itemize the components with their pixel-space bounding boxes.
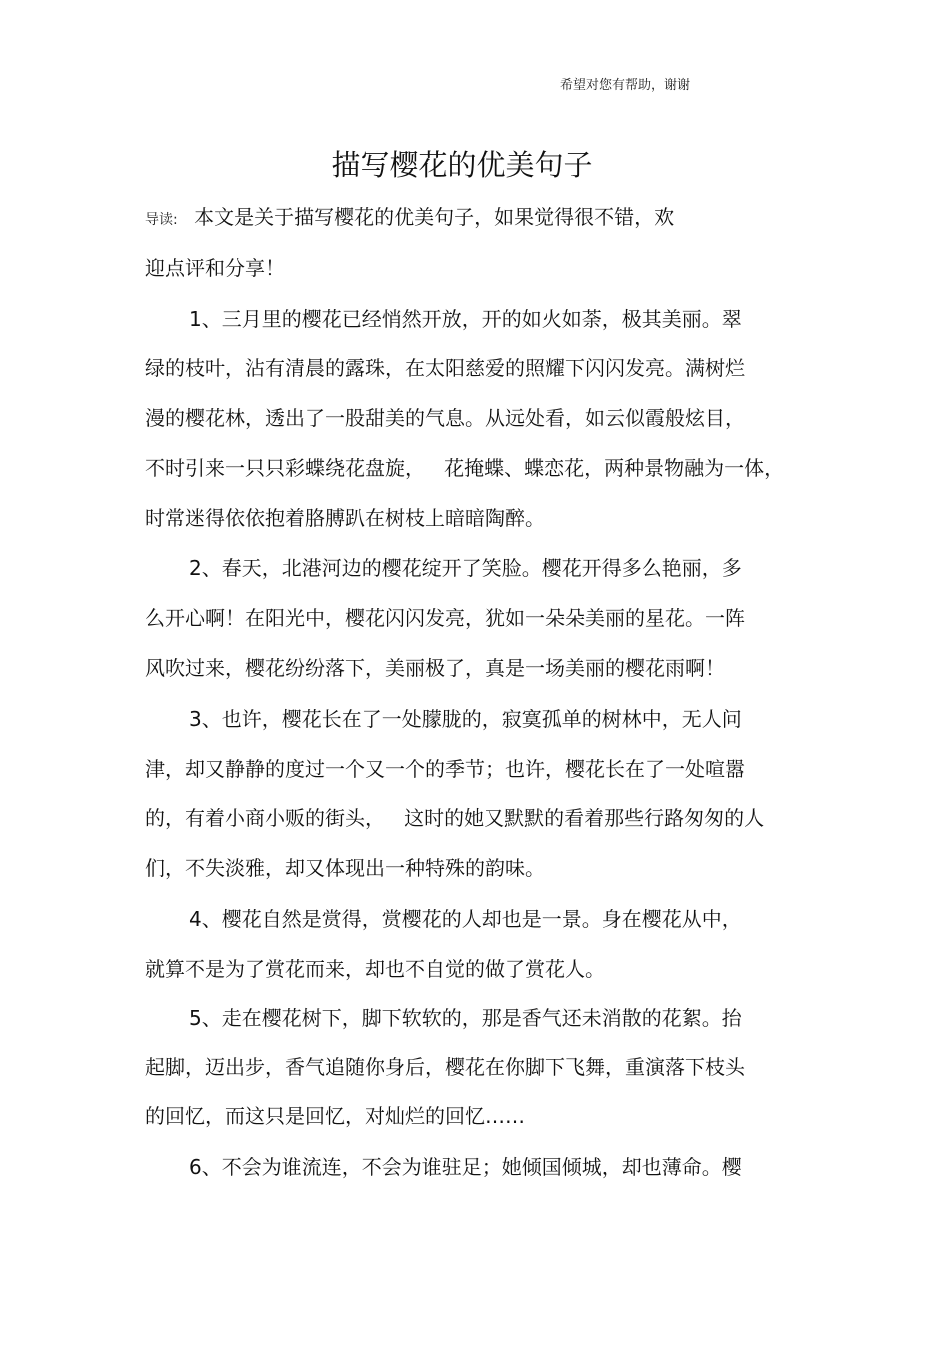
paragraph-line: 1、三月里的樱花已经悄然开放，开的如火如荼，极其美丽。翠 bbox=[189, 307, 742, 331]
paragraph-line: 起脚，迈出步，香气追随你身后，樱花在你脚下飞舞，重演落下枝头 bbox=[145, 1055, 745, 1079]
paragraph-line: 风吹过来，樱花纷纷落下，美丽极了，真是一场美丽的樱花雨啊！ bbox=[145, 656, 725, 680]
intro-label: 导读: bbox=[145, 212, 178, 228]
paragraph-line: 6、不会为谁流连，不会为谁驻足；她倾国倾城，却也薄命。樱 bbox=[189, 1155, 742, 1179]
paragraph-line: 2、春天，北港河边的樱花绽开了笑脸。樱花开得多么艳丽，多 bbox=[189, 556, 742, 580]
paragraph-line: 不时引来一只只彩蝶绕花盘旋， 花掩蝶、蝶恋花，两种景物融为一体， bbox=[145, 456, 785, 480]
intro-line-2: 迎点评和分享！ bbox=[145, 256, 285, 280]
paragraph-line: 3、也许，樱花长在了一处朦胧的，寂寞孤单的树林中，无人问 bbox=[189, 707, 742, 731]
paragraph-line: 的回忆，而这只是回忆，对灿烂的回忆…… bbox=[145, 1104, 525, 1128]
paragraph-line: 5、走在樱花树下，脚下软软的，那是香气还未消散的花絮。抬 bbox=[189, 1006, 742, 1030]
paragraph-line: 绿的枝叶，沾有清晨的露珠，在太阳慈爱的照耀下闪闪发亮。满树烂 bbox=[145, 356, 745, 380]
document-title: 描写樱花的优美句子 bbox=[331, 148, 593, 182]
paragraph-line: 们，不失淡雅，却又体现出一种特殊的韵味。 bbox=[145, 856, 545, 880]
paragraph-line: 4、樱花自然是赏得，赏樱花的人却也是一景。身在樱花从中， bbox=[189, 907, 742, 931]
header-note: 希望对您有帮助，谢谢 bbox=[560, 78, 691, 93]
paragraph-line: 漫的樱花林，透出了一股甜美的气息。从远处看，如云似霞般炫目， bbox=[145, 406, 745, 430]
paragraph-line: 就算不是为了赏花而来，却也不自觉的做了赏花人。 bbox=[145, 957, 605, 981]
paragraph-line: 津，却又静静的度过一个又一个的季节；也许，樱花长在了一处喧嚣 bbox=[145, 757, 745, 781]
intro-line-1 bbox=[145, 204, 674, 233]
intro-text-1: 本文是关于描写樱花的优美句子，如果觉得很不错，欢 bbox=[194, 205, 675, 229]
paragraph-line: 时常迷得依依抱着胳膊趴在树枝上暗暗陶醉。 bbox=[145, 506, 545, 530]
paragraph-line: 么开心啊！在阳光中，樱花闪闪发亮，犹如一朵朵美丽的星花。一阵 bbox=[145, 606, 745, 630]
paragraph-line: 的，有着小商小贩的街头， 这时的她又默默的看着那些行路匆匆的人 bbox=[145, 806, 765, 830]
